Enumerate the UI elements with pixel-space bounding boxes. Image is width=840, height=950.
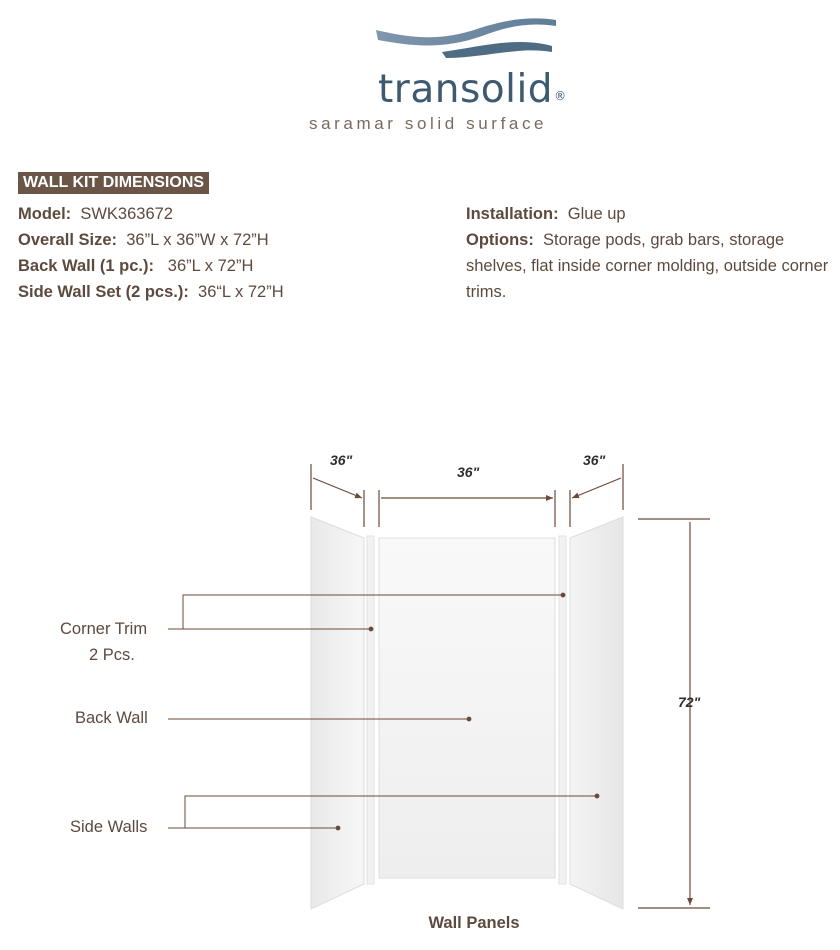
back-wall-panel [379,538,555,878]
leader-dot [369,627,374,632]
right-side-wall-panel [570,517,623,909]
registered-mark: ® [554,89,567,103]
right-corner-trim [559,536,566,884]
dim-line-left [313,478,362,498]
brand-tagline: saramar solid surface [309,114,548,133]
callout-corner-trim-count: 2 Pcs. [89,646,135,664]
spec-value: Storage pods, grab bars, storage shelves, flat inside corner molding, outside corner trims. [466,231,829,301]
dim-label-right-width: 36" [583,452,606,468]
brand-name-text: transolid [378,67,554,112]
leader-dot [595,794,600,799]
callout-corner-trim: Corner Trim [60,620,148,638]
left-corner-trim [367,536,374,884]
leader-dot [467,717,472,722]
callout-side-walls: Side Walls [70,818,148,836]
spec-value: SWK363672 [80,205,173,223]
spec-value: 36”L x 36”W x 72”H [126,231,269,249]
spec-label: Options: [466,231,534,249]
spec-value: 36“L x 72”H [198,283,284,301]
spec-label: Model: [18,205,72,223]
spec-label: Overall Size: [18,231,118,249]
leader-dot [561,593,566,598]
spec-value: Glue up [567,205,626,223]
dim-line-right [572,478,621,498]
spec-label: Side Wall Set (2 pcs.): [18,283,189,301]
spec-value: 36”L x 72”H [167,257,254,275]
leader-dot [336,826,341,831]
dim-label-back-width: 36" [457,464,480,480]
spec-label: Back Wall (1 pc.): [18,257,155,275]
dim-label-left-width: 36" [330,452,353,468]
spec-label: Installation: [466,205,559,223]
section-heading: WALL KIT DIMENSIONS [18,172,209,194]
diagram-caption: Wall Panels [428,914,520,932]
dim-label-height: 72" [678,694,701,710]
left-side-wall-panel [311,517,364,909]
callout-back-wall: Back Wall [75,709,148,727]
